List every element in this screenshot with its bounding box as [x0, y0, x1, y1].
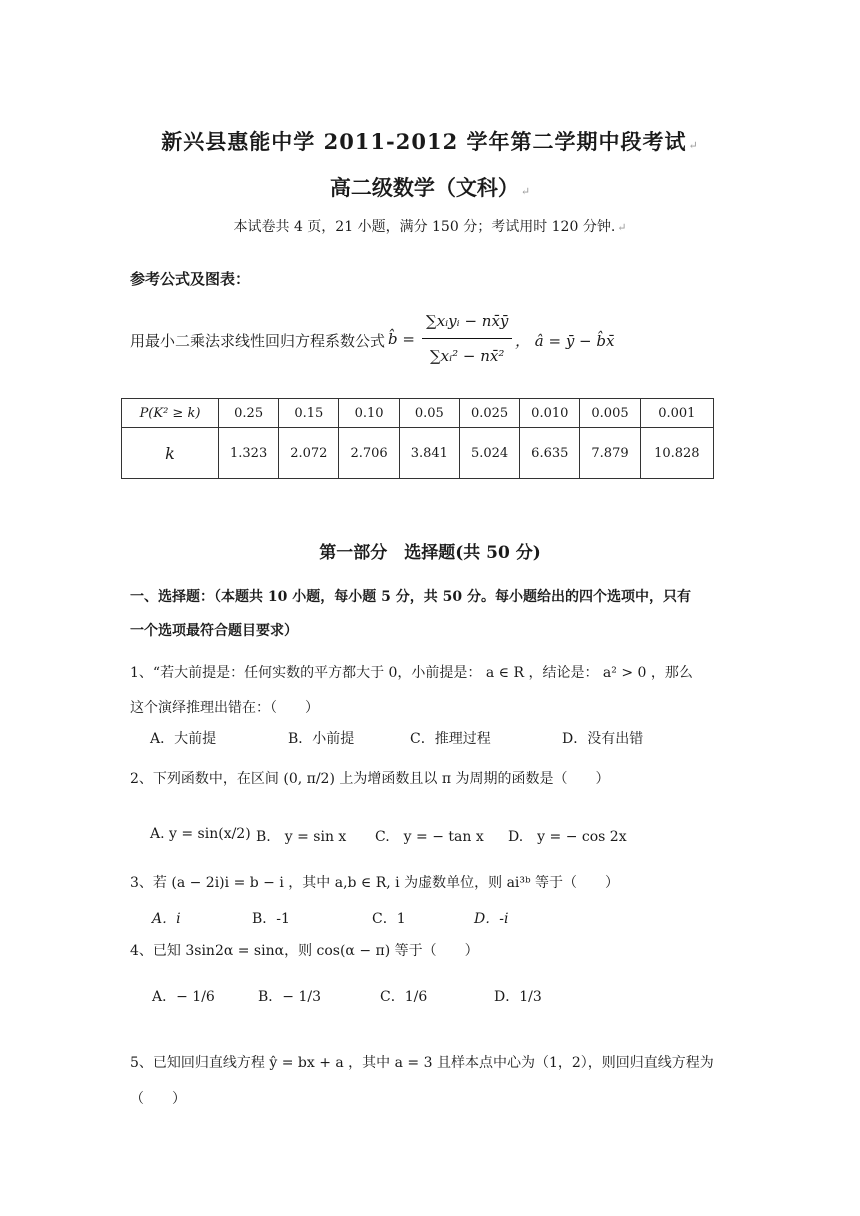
q3-option-a: A．i	[152, 911, 181, 927]
regression-formula	[130, 302, 730, 392]
question-5-line1: 5、已知回归直线方程 ŷ = bx + a ，其中 a = 3 且样本点中心为（1，2），则回归直线方程为	[130, 1055, 714, 1071]
table-cell: 5.024	[459, 428, 519, 479]
p-header: P(K² ≥ k)	[122, 399, 219, 428]
b-hat-denominator: ∑xᵢ² − nx̄²	[429, 347, 505, 365]
q1-option-b: B．小前提	[288, 731, 355, 747]
q4-option-a: A．− 1/6	[152, 989, 215, 1005]
section-instructions-line2: 一个选项最符合题目要求）	[130, 623, 298, 639]
formula-prefix: 用最小二乘法求线性回归方程系数公式	[130, 332, 386, 350]
q3-option-c: C．1	[372, 911, 406, 927]
b-hat-lhs: b̂ =	[388, 330, 415, 348]
q1-option-c: C．推理过程	[410, 731, 491, 747]
b-hat-fraction	[422, 304, 512, 373]
exam-subtitle: 高二级数学（文科） ↵	[329, 175, 531, 200]
a-hat-formula: ， â = ȳ − b̂x̄	[515, 332, 615, 350]
section-title: 第一部分 选择题(共 50 分)	[319, 543, 541, 563]
exam-info: 本试卷共 4 页，21 小题，满分 150 分；考试用时 120 分钟. ↵	[233, 219, 627, 235]
q1-option-a: A．大前提	[150, 731, 217, 747]
question-1-line2: 这个演绎推理出错在：（ ）	[130, 700, 319, 716]
table-cell: 2.072	[279, 428, 339, 479]
table-cell: 10.828	[640, 428, 713, 479]
q4-option-d: D．1/3	[494, 989, 542, 1005]
question-5-line2: （ ）	[130, 1091, 186, 1107]
question-3-line1: 3、若 (a − 2i)i = b − i ，其中 a,b ∈ R, i 为虚数单位，则 ai³ᵇ 等于（ ）	[130, 875, 620, 891]
table-cell: 2.706	[339, 428, 399, 479]
table-cell: 0.15	[279, 399, 339, 428]
q4-option-b: B．− 1/3	[258, 989, 321, 1005]
table-cell: 0.05	[399, 399, 459, 428]
q3-option-b: B．-1	[252, 911, 290, 927]
q2-option-d: D. y = − cos 2x	[508, 829, 627, 845]
table-cell: 0.25	[219, 399, 279, 428]
k-squared-table	[121, 398, 714, 479]
q3-option-d: D．-i	[474, 911, 509, 927]
q1-option-d: D．没有出错	[562, 731, 644, 747]
table-cell: 0.005	[580, 399, 640, 428]
table-cell: 0.001	[640, 399, 713, 428]
q4-option-c: C．1/6	[380, 989, 428, 1005]
table-cell: 0.010	[520, 399, 580, 428]
table-cell: 0.025	[459, 399, 519, 428]
table-cell: 6.635	[520, 428, 580, 479]
reference-heading: 参考公式及图表：	[130, 270, 251, 288]
exam-title: 新兴县惠能中学 2011-2012 学年第二学期中段考试 ↵	[161, 129, 699, 154]
section-instructions-line1: 一、选择题：（本题共 10 小题，每小题 5 分，共 50 分。每小题给出的四个选项中，只有	[130, 589, 691, 605]
question-1-line1: 1、“若大前提是：任何实数的平方都大于 0，小前提是： a ∈ R ，结论是： a² > 0 ，那么	[130, 665, 693, 681]
question-2-line1: 2、下列函数中，在区间 (0, π/2) 上为增函数且以 π 为周期的函数是（ ）	[130, 771, 610, 787]
table-cell: 1.323	[219, 428, 279, 479]
b-hat-numerator: ∑xᵢyᵢ − nx̄ȳ	[422, 304, 512, 339]
table-row	[122, 428, 714, 479]
table-row	[122, 399, 714, 428]
table-cell: 0.10	[339, 399, 399, 428]
q2-option-c: C. y = − tan x	[375, 829, 484, 845]
q2-option-a: A. y = sin(x/2)	[150, 826, 251, 842]
table-cell: 3.841	[399, 428, 459, 479]
k-header: k	[122, 428, 219, 479]
q2-option-b: B. y = sin x	[256, 829, 347, 845]
question-4-line1: 4、已知 3sin2α = sinα，则 cos(α − π) 等于（ ）	[130, 943, 479, 959]
table-cell: 7.879	[580, 428, 640, 479]
